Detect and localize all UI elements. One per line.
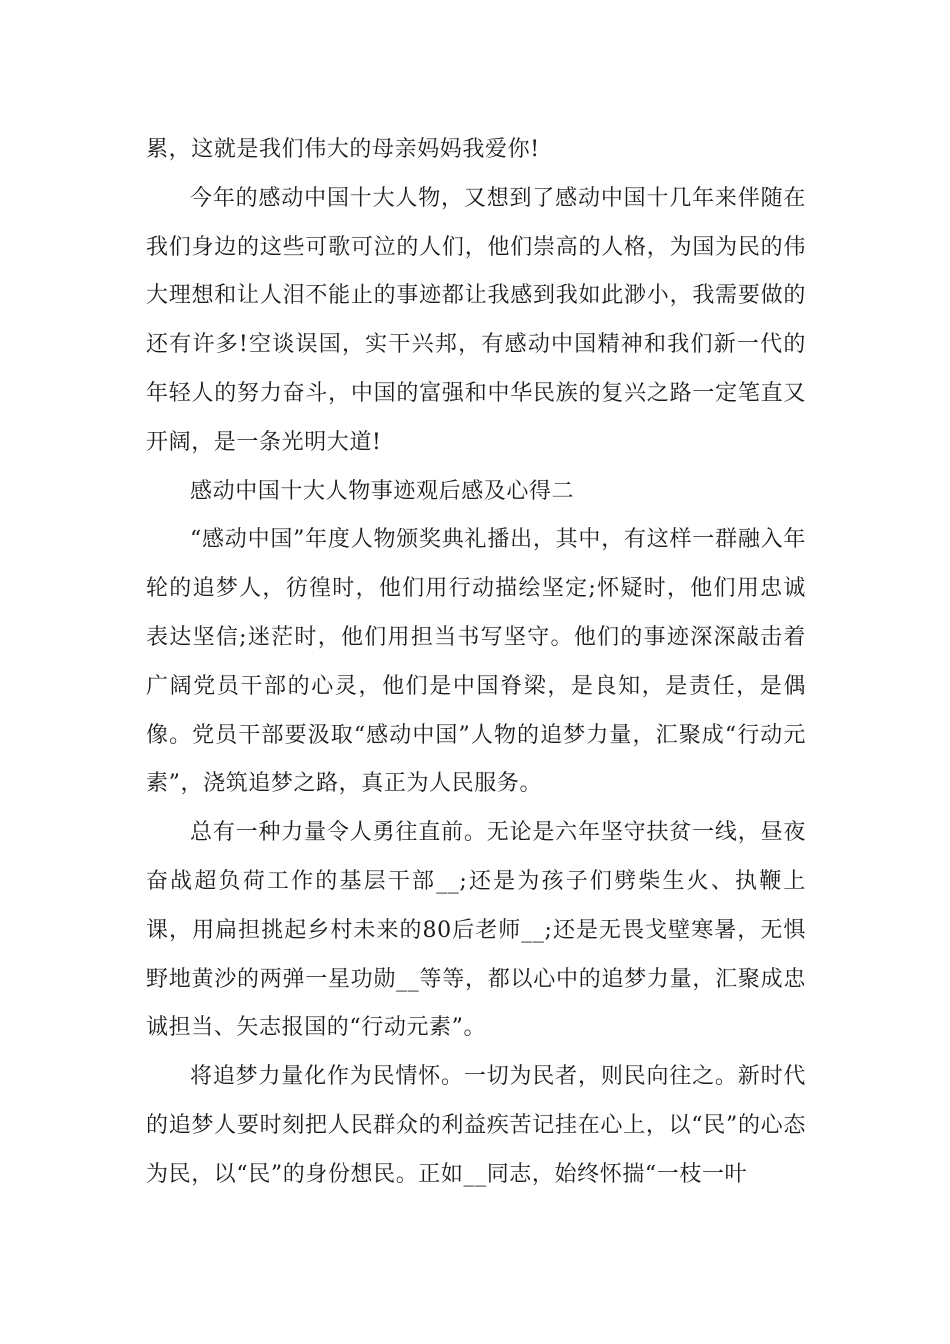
paragraph-continuation: 累，这就是我们伟大的母亲妈妈我爱你! [146,137,540,162]
paragraph: 今年的感动中国十大人物，又想到了感动中国十几年来伴随在我们身边的这些可歌可泣的人们，他们崇高的人格，为国为民的伟大理想和让人泪不能止的事迹都让我感到我如此渺小，我需要做的还有许多!空谈误国，实干兴邦，有感动中国精神和我们新一代的年轻人的努力奋斗，中国的富强和中华民族的复兴之路一定笔直又开阔，是一条光明大道! [146,185,806,455]
section-heading: 感动中国十大人物事迹观后感及心得二 [190,478,575,504]
paragraph: 将追梦力量化作为民情怀。一切为民者，则民向往之。新时代的追梦人要时刻把人民群众的利益疾苦记挂在心上，以“民”的心态为民，以“民”的身份想民。正如__同志，始终怀揣“一枝一叶 [146,1064,806,1187]
paragraph: “感动中国”年度人物颁奖典礼播出，其中，有这样一群融入年轮的追梦人，彷徨时，他们用行动描绘坚定;怀疑时，他们用忠诚表达坚信;迷茫时，他们用担当书写坚守。他们的事迹深深敲击着广阔党员干部的心灵，他们是中国脊梁，是良知，是责任，是偶像。党员干部要汲取“感动中国”人物的追梦力量，汇聚成“行动元素”，浇筑追梦之路，真正为人民服务。 [146,527,806,797]
document-body [146,126,806,1200]
paragraph: 总有一种力量令人勇往直前。无论是六年坚守扶贫一线，昼夜奋战超负荷工作的基层干部__;还是为孩子们劈柴生火、执鞭上课，用扁担挑起乡村未来的80后老师__;还是无畏戈壁寒暑，无惧野地黄沙的两弹一星功勋__等等，都以心中的追梦力量，汇聚成忠诚担当、矢志报国的“行动元素”。 [146,820,806,1041]
